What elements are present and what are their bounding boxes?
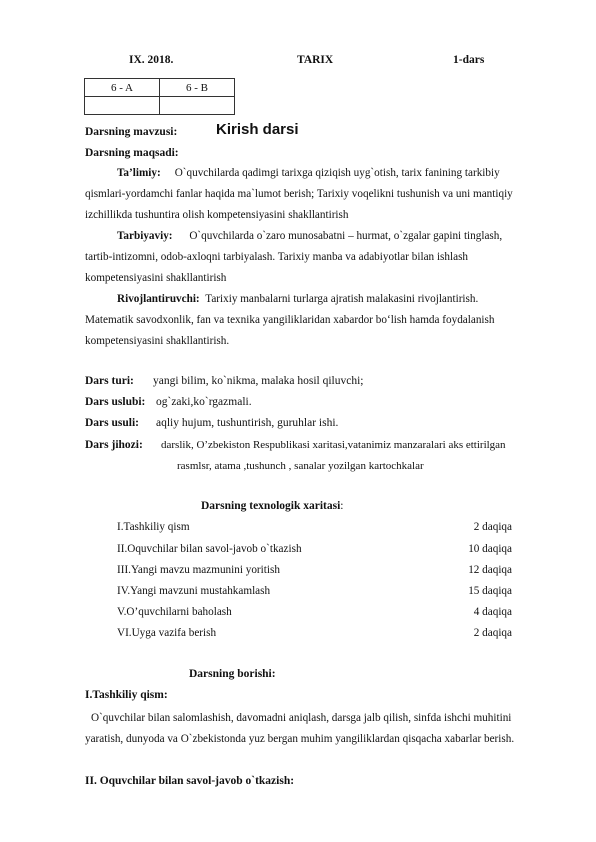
lesson-type-value: yangi bilim, ko`nikma, malaka hosil qiluvchi; (153, 375, 364, 387)
goal-developing-line: kompetensiyasini shakllantirish. (85, 335, 230, 347)
lesson-method-label: Dars usuli: (85, 417, 139, 429)
goal-educational-line: qismlari-yordamchi fanlar haqida ma`lumot berish; Tarixiy voqelikni tushunish va uni mantiqiy (85, 188, 513, 200)
tech-map-row (117, 606, 512, 618)
tech-map-row (117, 627, 512, 639)
date-header: IX. 2018. (129, 54, 174, 66)
tech-map-step: II.Oquvchilar bilan savol-javob o`tkazish (117, 543, 302, 555)
section-1-line: O`quvchilar bilan salomlashish, davomadni aniqlash, darsga jalb qilish, sinfda ishchi muhitini (91, 712, 512, 724)
goal-educational-line: O`quvchilarda qadimgi tarixga qiziqish uyg`otish, tarix fanining tarkibiy (174, 167, 500, 179)
tech-map-time: 10 daqiqa (468, 543, 512, 555)
goal-developing-line: Matematik savodxonlik, fan va texnika yangiliklaridan xabardor bo‘lish hamda foydalanish (85, 314, 495, 326)
class-b-empty (160, 97, 235, 115)
lesson-number: 1-dars (453, 54, 485, 66)
section-1-text (85, 708, 555, 750)
tech-map-time: 2 daqiqa (473, 521, 512, 533)
goal-upbringing-line: O`quvchilarda o`zaro munosabatni – hurmat, o`zgalar gapini tinglash, (189, 230, 503, 242)
goal-developing-label: Rivojlantiruvchi: (117, 293, 200, 305)
tech-map-step: VI.Uyga vazifa berish (117, 627, 217, 639)
goal-upbringing-label: Tarbiyaviy: (117, 230, 173, 242)
tech-map-time: 12 daqiqa (468, 564, 512, 576)
tech-map-row (117, 543, 512, 555)
goal-educational (85, 163, 555, 226)
goal-upbringing-line: tartib-intizomni, odob-axloqni tarbiyalash. Tarixiy manba va adabiyotlar bilan ishlash (85, 251, 469, 263)
goal-educational-line: izchillikda tushuntira olish kompetensiyasini shakllantirish (85, 209, 349, 221)
tech-map-row (117, 585, 512, 597)
tech-map-row (117, 564, 512, 576)
tech-map-time: 2 daqiqa (473, 627, 512, 639)
goal-upbringing (85, 226, 555, 289)
tech-map-heading (201, 500, 344, 512)
tech-map-time: 15 daqiqa (468, 585, 512, 597)
lesson-style-value: og`zaki,ko`rgazmali. (156, 396, 252, 408)
tech-map-title: Darsning texnologik xaritasi (201, 500, 341, 512)
tech-map-step: V.O’quvchilarni baholash (117, 606, 232, 618)
goal-educational-label: Ta’limiy: (117, 167, 161, 179)
class-table (84, 78, 235, 115)
subject-header: TARIX (297, 54, 334, 66)
class-a-cell: 6 - A (85, 79, 160, 97)
tech-map-step: I.Tashkiliy qism (117, 521, 190, 533)
class-b-cell: 6 - B (160, 79, 235, 97)
tech-map-row (117, 521, 512, 533)
tech-map-time: 4 daqiqa (473, 606, 512, 618)
tech-map-step: III.Yangi mavzu mazmunini yoritish (117, 564, 280, 576)
lesson-equipment-value-2: rasmlsr, atama ,tushunch , sanalar yozilgan kartochkalar (177, 460, 424, 472)
lesson-equipment-label: Dars jihozi: (85, 439, 143, 451)
lesson-type-label: Dars turi: (85, 375, 134, 387)
section-2-title: II. Oquvchilar bilan savol-javob o`tkazish: (85, 775, 295, 787)
lesson-method-value: aqliy hujum, tushuntirish, guruhlar ishi. (156, 417, 339, 429)
progress-title: Darsning borishi: (189, 668, 276, 680)
tech-map-step: IV.Yangi mavzuni mustahkamlash (117, 585, 271, 597)
lesson-equipment-value: darslik, O’zbekiston Respublikasi xaritasi,vatanimiz manzaralari aks ettirilgan (161, 439, 506, 451)
tech-map-title-colon: : (340, 500, 344, 512)
class-a-empty (85, 97, 160, 115)
goal-upbringing-line: kompetensiyasini shakllantirish (85, 272, 227, 284)
goal-label: Darsning maqsadi: (85, 147, 179, 159)
section-1-title: I.Tashkiliy qism: (85, 689, 168, 701)
lesson-style-label: Dars uslubi: (85, 396, 146, 408)
topic-value: Kirish darsi (216, 121, 299, 138)
section-1-line: yaratish, dunyoda va O`zbekistonda yuz bergan muhim yangiliklardan qisqacha xabarlar berish. (85, 733, 515, 745)
topic-label: Darsning mavzusi: (85, 126, 178, 138)
goal-developing-line: Tarixiy manbalarni turlarga ajratish malakasini rivojlantirish. (205, 293, 479, 305)
goal-developing (85, 289, 555, 352)
